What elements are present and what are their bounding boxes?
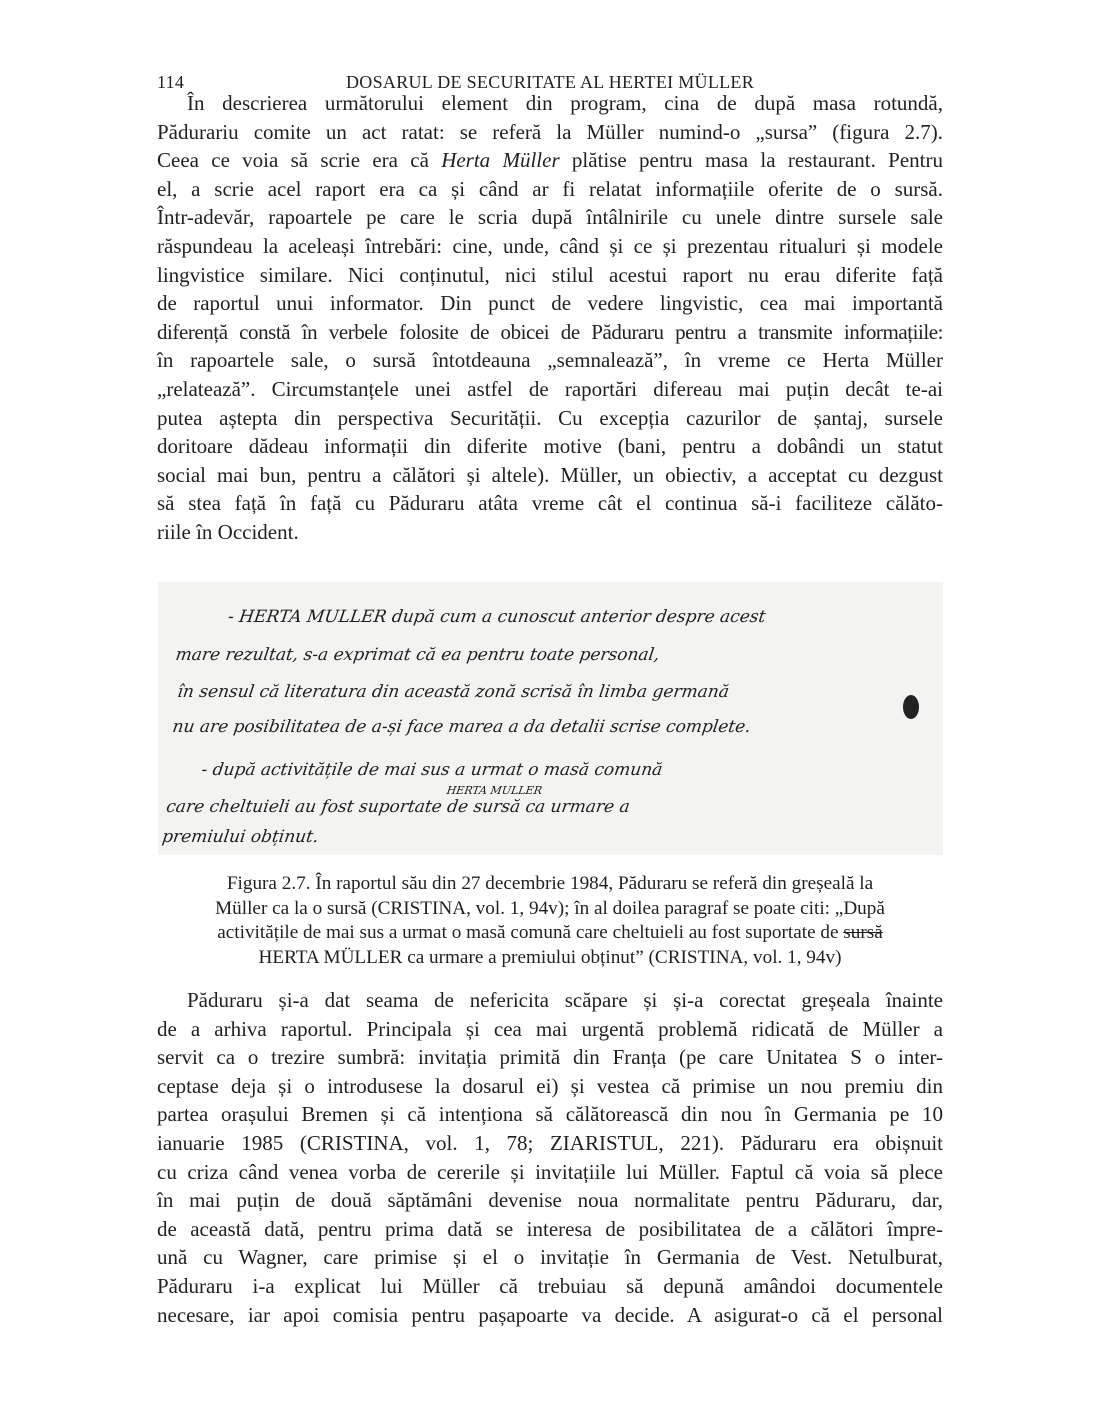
- caption-line: [157, 921, 943, 946]
- text-line: [157, 146, 943, 175]
- text-line: doritoare dădeau informații din diferite motive (bani, pentru a dobândi un statut: [157, 434, 943, 459]
- text-segment: Ceea ce voia să scrie era că: [157, 148, 442, 173]
- running-title: DOSARUL DE SECURITATE AL HERTEI MÜLLER: [345, 72, 755, 92]
- paragraph-2: [157, 986, 943, 1329]
- text-line: în mai puțin de două săptămâni devenise noua normalitate pentru Păduraru, dar,: [157, 1188, 943, 1213]
- text-line: de a arhiva raportul. Principala și cea mai urgentă problemă ridicată de Müller a: [157, 1016, 943, 1041]
- handwriting-line: premiului obținut.: [160, 827, 320, 847]
- text-line: răspundeau la aceleași întrebări: cine, unde, când și ce și prezentau ritualuri și modele: [157, 233, 943, 258]
- text-line: în rapoartele sale, o sursă întotdeauna „semnalează”, în vreme ce Herta Müller: [157, 348, 943, 373]
- text-line: Pădurariu comite un act ratat: se referă la Müller numind-o „sursa” (figura 2.7).: [157, 119, 943, 144]
- text-line: Păduraru i-a explicat lui Müller că trebuiau să depună amândoi documentele: [157, 1273, 943, 1298]
- handwriting-insert: HERTA MULLER: [445, 784, 543, 797]
- punch-hole: [903, 695, 919, 719]
- text-line: În descrierea următorului element din program, cina de după masa rotundă,: [187, 91, 943, 115]
- text-line: Într-adevăr, rapoartele pe care le scria după întâlnirile cu unele dintre sursele sale: [157, 205, 943, 230]
- caption-line: Müller ca la o sursă (CRISTINA, vol. 1, 94v); în al doilea paragraf se poate citi: „După: [215, 897, 885, 919]
- text-line: de raportul unui informator. Din punct de vedere lingvistic, cea mai importantă: [157, 291, 943, 316]
- caption-segment: activitățile de mai sus a urmat o masă comună care cheltuieli au fost suportate de: [217, 922, 844, 943]
- text-line: diferență constă în verbele folosite de obicei de Păduraru pentru a transmite informațiile:: [157, 319, 943, 344]
- text-line: de această dată, pentru prima dată se interesa de posibilitatea de a călători împre-: [157, 1216, 943, 1241]
- text-line: cu criza când venea vorba de cererile și invitațiile lui Müller. Faptul că voia să plece: [157, 1159, 943, 1184]
- caption-line: Figura 2.7. În raportul său din 27 decembrie 1984, Păduraru se referă din greșeală la: [226, 873, 874, 894]
- text-line: ceptase deja și o introdusese la dosarul ei) și vestea că primise un nou premiu din: [157, 1073, 943, 1098]
- handwriting-line: mare rezultat, s-a exprimat că ea pentru toate personal,: [174, 645, 661, 665]
- struck-word: sursă: [843, 922, 883, 943]
- handwriting-scan: [158, 582, 943, 855]
- text-line: lingvistice similare. Nici conținutul, nici stilul acestui raport nu erau diferite față: [157, 262, 943, 287]
- handwriting-line: care cheltuieli au fost suportate de sursă ca urmare a: [164, 797, 632, 817]
- handwriting-line: nu are posibilitatea de a-și face marea a da detalii scrise complete.: [171, 717, 753, 737]
- text-line: să stea față în față cu Păduraru atâta vreme cât el continua să-i faciliteze călăto-: [157, 491, 943, 516]
- text-line: „relatează”. Circumstanțele unei astfel de raportări difereau mai puțin decât te-ai: [157, 376, 943, 401]
- text-line: ianuarie 1985 (CRISTINA, vol. 1, 78; ZIARISTUL, 221). Păduraru era obișnuit: [157, 1130, 943, 1155]
- figure-caption: [157, 872, 943, 970]
- text-line: ună cu Wagner, care primise și el o invitație în Germania de Vest. Netulburat,: [157, 1245, 943, 1270]
- page-number: 114: [157, 72, 185, 92]
- italic-name: Herta Müller: [441, 148, 560, 173]
- text-line: social mai bun, pentru a călători și altele). Müller, un obiectiv, a acceptat cu dezgust: [157, 462, 943, 487]
- text-line: Păduraru și-a dat seama de nefericita scăpare și și-a corectat greșeala înainte: [187, 988, 943, 1012]
- paragraph-1: [157, 89, 943, 547]
- handwriting-line: - HERTA MULLER după cum a cunoscut anterior despre acest: [226, 607, 767, 627]
- text-segment: plătise pentru masa la restaurant. Pentru: [559, 148, 943, 173]
- text-line: partea orașului Bremen și că intenționa să călătorească din nou în Germania pe 10: [157, 1102, 943, 1127]
- text-line: necesare, iar apoi comisia pentru pașapoarte va decide. A asigurat-o că el personal: [157, 1302, 943, 1327]
- handwriting-line: - după activitățile de mai sus a urmat o masă comună: [200, 760, 664, 780]
- text-line: servit ca o trezire sumbră: invitația primită din Franța (pe care Unitatea S o inter-: [157, 1045, 943, 1070]
- text-line: riile în Occident.: [157, 519, 299, 544]
- caption-line: HERTA MÜLLER ca urmare a premiului obținut” (CRISTINA, vol. 1, 94v): [258, 946, 842, 968]
- text-line: el, a scrie acel raport era ca și când ar fi relatat informațiile oferite de o sursă.: [157, 176, 943, 201]
- handwriting-line: în sensul că literatura din această zonă scrisă în limba germană: [176, 682, 731, 702]
- handwritten-report-image: [158, 582, 943, 855]
- text-line: putea aștepta din perspectiva Securității. Cu excepția cazurilor de șantaj, sursele: [157, 405, 943, 430]
